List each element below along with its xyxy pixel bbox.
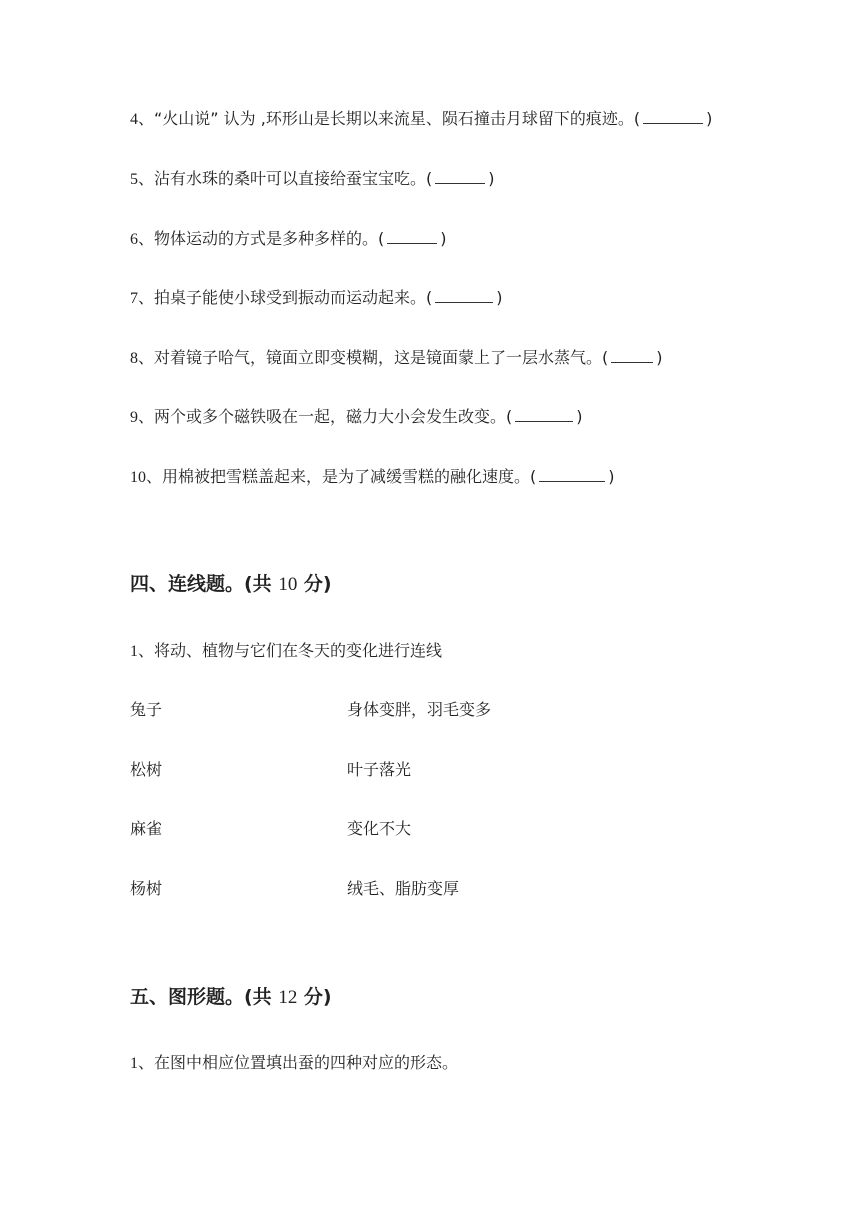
close-paren: ) bbox=[656, 348, 663, 367]
question-6 bbox=[130, 228, 447, 251]
matching-question bbox=[130, 640, 442, 663]
question-text: 、对着镜子哈气，镜面立即变模糊，这是镜面蒙上了一层水蒸气。( bbox=[138, 348, 609, 367]
question-text: 、拍桌子能使小球受到振动而运动起来。( bbox=[138, 288, 433, 307]
matching-left-item[interactable]: 麻雀 bbox=[130, 819, 163, 838]
answer-blank[interactable] bbox=[643, 109, 703, 124]
answer-blank[interactable] bbox=[435, 169, 485, 184]
section-score: 12 bbox=[278, 987, 298, 1008]
matching-right-item[interactable]: 身体变胖，羽毛变多 bbox=[347, 700, 492, 719]
question-4 bbox=[130, 108, 712, 131]
section-title-suffix: 分) bbox=[297, 986, 332, 1008]
question-number: 7 bbox=[130, 290, 138, 307]
close-paren: ) bbox=[608, 467, 615, 486]
answer-blank[interactable] bbox=[515, 407, 573, 422]
answer-blank[interactable] bbox=[435, 288, 493, 303]
question-number: 10 bbox=[130, 469, 146, 486]
question-number: 1 bbox=[130, 643, 138, 660]
section-score: 10 bbox=[278, 574, 298, 595]
question-text: 、用棉被把雪糕盖起来，是为了减缓雪糕的融化速度。( bbox=[146, 467, 537, 486]
matching-right-item[interactable]: 叶子落光 bbox=[347, 760, 412, 779]
question-8 bbox=[130, 347, 663, 370]
question-text: 、将动、植物与它们在冬天的变化进行连线 bbox=[138, 641, 443, 660]
section-title-suffix: 分) bbox=[297, 573, 332, 595]
matching-left-item[interactable]: 松树 bbox=[130, 760, 163, 779]
question-7 bbox=[130, 287, 503, 310]
answer-blank[interactable] bbox=[611, 348, 653, 363]
matching-right-item[interactable]: 变化不大 bbox=[347, 819, 412, 838]
question-text: 、“火山说” 认为 ,环形山是长期以来流星、陨石撞击月球留下的痕迹。( bbox=[138, 109, 641, 128]
matching-right-item[interactable]: 绒毛、脂肪变厚 bbox=[347, 879, 460, 898]
question-number: 5 bbox=[130, 171, 138, 188]
matching-left-item[interactable]: 杨树 bbox=[130, 879, 163, 898]
section-4-heading bbox=[130, 572, 332, 597]
close-paren: ) bbox=[576, 407, 583, 426]
question-text: 、两个或多个磁铁吸在一起，磁力大小会发生改变。( bbox=[138, 407, 513, 426]
section-5-heading bbox=[130, 985, 332, 1010]
question-number: 4 bbox=[130, 111, 138, 128]
close-paren: ) bbox=[496, 288, 503, 307]
question-number: 6 bbox=[130, 231, 138, 248]
question-9 bbox=[130, 406, 583, 429]
section-title-prefix: 五、图形题。(共 bbox=[130, 986, 279, 1008]
question-text: 、物体运动的方式是多种多样的。( bbox=[138, 229, 385, 248]
question-10 bbox=[130, 466, 615, 489]
close-paren: ) bbox=[440, 229, 447, 248]
answer-blank[interactable] bbox=[539, 467, 605, 482]
question-number: 9 bbox=[130, 409, 138, 426]
question-text: 、在图中相应位置填出蚕的四种对应的形态。 bbox=[138, 1053, 459, 1072]
figure-question bbox=[130, 1052, 458, 1075]
close-paren: ) bbox=[706, 109, 713, 128]
answer-blank[interactable] bbox=[387, 229, 437, 244]
question-number: 8 bbox=[130, 350, 138, 367]
question-number: 1 bbox=[130, 1055, 138, 1072]
close-paren: ) bbox=[488, 169, 495, 188]
section-title-prefix: 四、连线题。(共 bbox=[130, 573, 279, 595]
question-5 bbox=[130, 168, 495, 191]
question-text: 、沾有水珠的桑叶可以直接给蚕宝宝吃。( bbox=[138, 169, 433, 188]
matching-left-item[interactable]: 兔子 bbox=[130, 700, 163, 719]
